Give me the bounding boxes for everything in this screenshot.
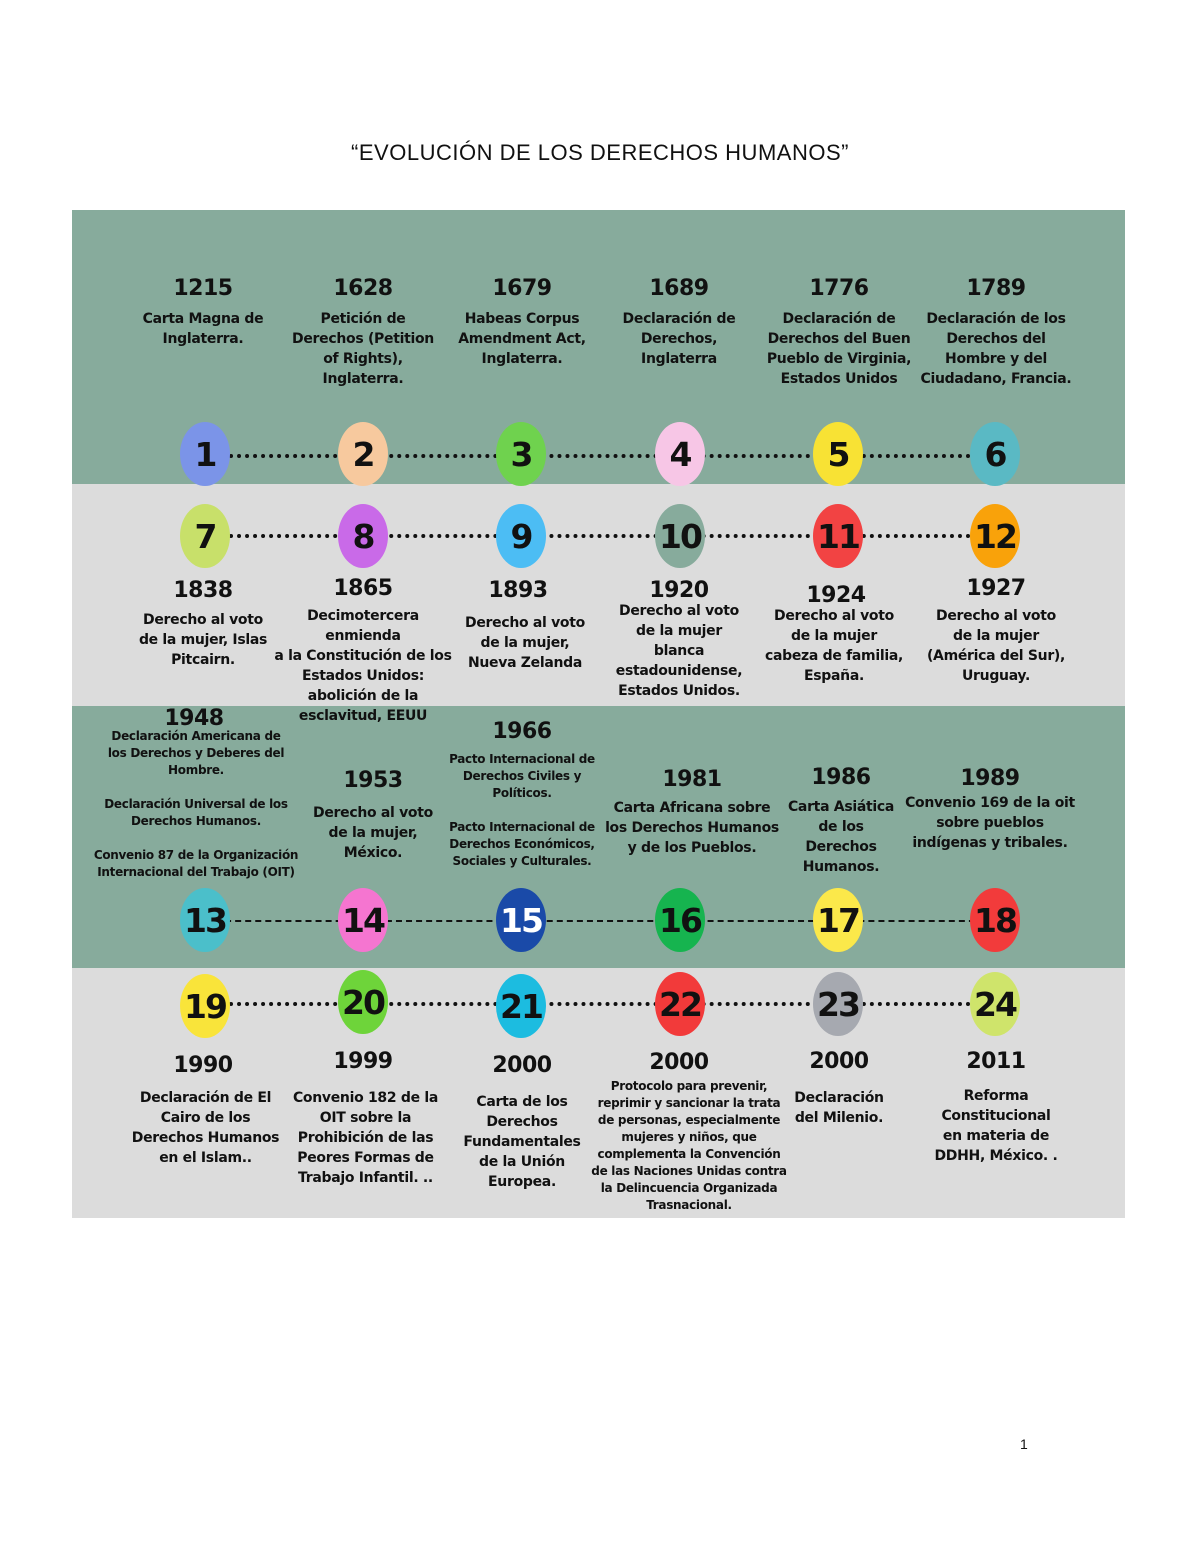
- event-number-badge: 21: [496, 974, 546, 1038]
- event-description: Declaración del Milenio.: [794, 1090, 884, 1126]
- event-description: Derecho al voto de la mujer, Islas Pitcairn.: [138, 612, 268, 668]
- event-description: Declaración de Derechos, Inglaterra: [622, 311, 736, 367]
- event-year: 1989: [960, 766, 1020, 791]
- event-number-badge: 4: [655, 422, 705, 486]
- event-description: Declaración de los Derechos del Hombre y del Ciudadano, Francia.: [920, 311, 1072, 387]
- event-description: Pacto Internacional de Derechos Civiles y Políticos. Pacto Internacional de Derechos Económicos, Sociales y Culturales.: [449, 752, 595, 868]
- timeline-connector-row-2: [205, 534, 995, 538]
- event-year: 1628: [333, 276, 393, 301]
- event-number-badge: 10: [655, 504, 705, 568]
- event-year: 1948: [164, 706, 224, 731]
- event-description: Habeas Corpus Amendment Act, Inglaterra.: [458, 311, 586, 367]
- event-number-badge: 1: [180, 422, 230, 486]
- event-year: 1927: [966, 576, 1026, 601]
- event-number-badge: 20: [338, 970, 388, 1034]
- event-description: Derecho al voto de la mujer, Nueva Zelanda: [465, 615, 585, 671]
- event-description: Convenio 182 de la OIT sobre la Prohibición de las Peores Formas de Trabajo Infantil. ..: [292, 1090, 439, 1186]
- event-year: 1838: [173, 578, 233, 603]
- event-number-badge: 2: [338, 422, 388, 486]
- event-number-badge: 12: [970, 504, 1020, 568]
- event-number-badge: 5: [813, 422, 863, 486]
- event-description: Declaración Americana de los Derechos y Deberes del Hombre. Declaración Universal de los Derechos Humanos. Convenio 87 de la Organización Internacional del Trabajo (OIT): [93, 729, 299, 879]
- event-year: 1865: [333, 576, 393, 601]
- event-description: Carta Africana sobre los Derechos Humanos y de los Pueblos.: [605, 800, 779, 856]
- event-description: Derecho al voto de la mujer (América del Sur), Uruguay.: [926, 608, 1066, 684]
- event-number-badge: 19: [180, 974, 230, 1038]
- event-number-badge: 8: [338, 504, 388, 568]
- timeline-connector-row-1: [205, 454, 995, 458]
- event-year: 1215: [173, 276, 233, 301]
- event-description: Derecho al voto de la mujer blanca estadounidense, Estados Unidos.: [615, 603, 743, 699]
- event-year: 1986: [811, 765, 871, 790]
- event-description: Protocolo para prevenir, reprimir y sancionar la trata de personas, especialmente mujeres y niños, que complementa la Convención de las Naciones Unidas contra la Delincuencia Organizada Trasnacional.: [591, 1079, 787, 1212]
- event-year: 1689: [649, 276, 709, 301]
- event-number-badge: 18: [970, 888, 1020, 952]
- event-year: 1924: [806, 583, 866, 608]
- event-year: 1679: [492, 276, 552, 301]
- event-number-badge: 13: [180, 888, 230, 952]
- event-number-badge: 14: [338, 888, 388, 952]
- event-number-badge: 6: [970, 422, 1020, 486]
- event-year: 1990: [173, 1053, 233, 1078]
- event-description: Carta Asiática de los Derechos Humanos.: [787, 799, 895, 875]
- event-year: 1999: [333, 1049, 393, 1074]
- event-description: Derecho al voto de la mujer cabeza de familia, España.: [764, 608, 903, 684]
- event-year: 2000: [649, 1050, 709, 1075]
- timeline-connector-row-4: [205, 1002, 995, 1006]
- event-description: Decimotercera enmienda a la Constitución de los Estados Unidos: abolición de la esclavitud, EEUU: [274, 608, 452, 724]
- event-description: Derecho al voto de la mujer, México.: [313, 805, 433, 861]
- event-number-badge: 22: [655, 972, 705, 1036]
- event-year: 2011: [966, 1049, 1026, 1074]
- event-description: Declaración de Derechos del Buen Pueblo de Virginia, Estados Unidos: [766, 311, 912, 387]
- event-number-badge: 23: [813, 972, 863, 1036]
- event-year: 1893: [488, 578, 548, 603]
- event-year: 1966: [492, 719, 552, 744]
- event-year: 1776: [809, 276, 869, 301]
- event-number-badge: 7: [180, 504, 230, 568]
- event-description: Petición de Derechos (Petition of Rights), Inglaterra.: [292, 311, 434, 387]
- event-number-badge: 9: [496, 504, 546, 568]
- event-description: Carta de los Derechos Fundamentales de la Unión Europea.: [463, 1094, 581, 1190]
- event-number-badge: 11: [813, 504, 863, 568]
- event-number-badge: 17: [813, 888, 863, 952]
- event-year: 2000: [492, 1053, 552, 1078]
- event-number-badge: 24: [970, 972, 1020, 1036]
- event-description: Carta Magna de Inglaterra.: [142, 311, 264, 347]
- event-description: Convenio 169 de la oit sobre pueblos indígenas y tribales.: [905, 795, 1075, 851]
- event-year: 1981: [662, 767, 722, 792]
- event-year: 1953: [343, 768, 403, 793]
- document-title: “EVOLUCIÓN DE LOS DERECHOS HUMANOS”: [351, 140, 849, 165]
- event-number-badge: 16: [655, 888, 705, 952]
- page-number: 1: [1020, 1436, 1028, 1452]
- event-year: 1789: [966, 276, 1026, 301]
- event-number-badge: 3: [496, 422, 546, 486]
- event-number-badge: 15: [496, 888, 546, 952]
- timeline-connector-row-3: [205, 920, 995, 922]
- event-year: 1920: [649, 578, 709, 603]
- event-description: Reforma Constitucional en materia de DDHH, México. .: [934, 1088, 1058, 1164]
- event-year: 2000: [809, 1049, 869, 1074]
- event-description: Declaración de El Cairo de los Derechos Humanos en el Islam..: [131, 1090, 280, 1166]
